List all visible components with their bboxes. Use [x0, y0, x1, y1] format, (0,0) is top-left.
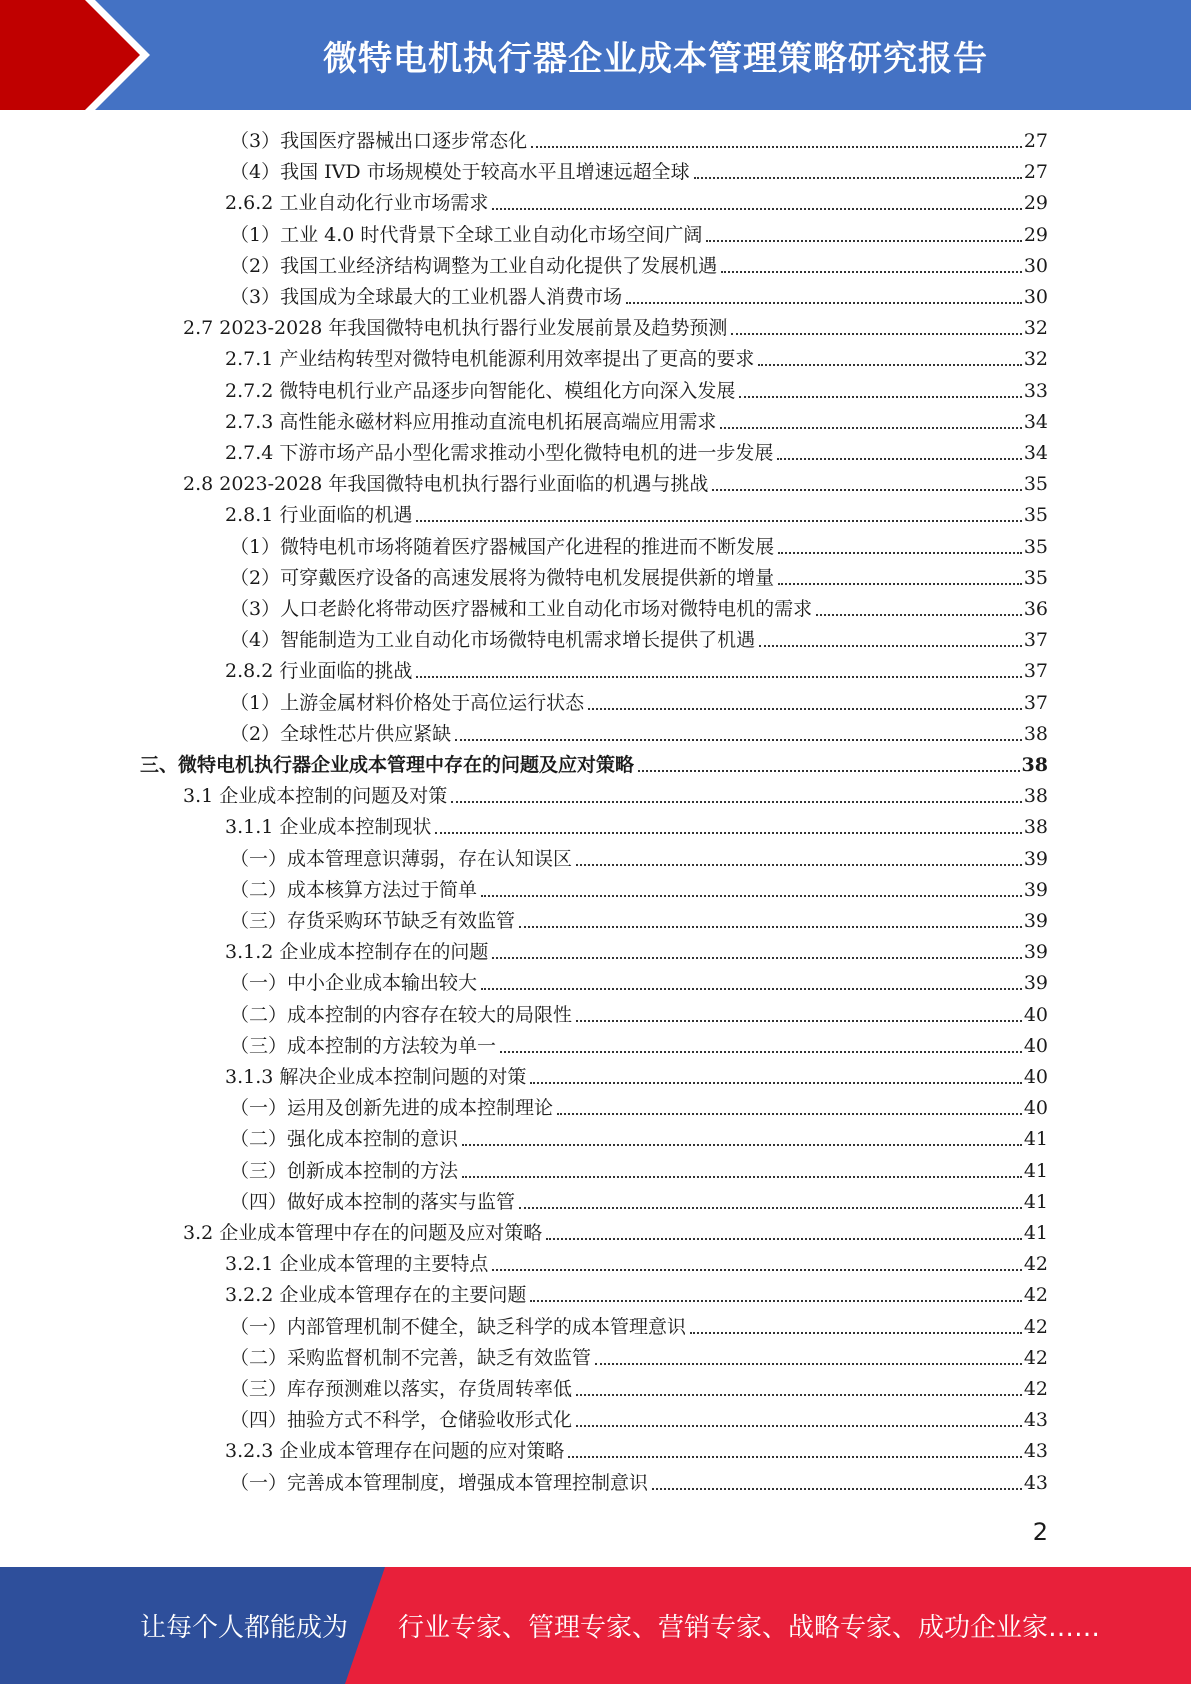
dot-leader: [531, 145, 1022, 148]
page-number: 2: [1032, 1518, 1048, 1546]
toc-entry[interactable]: [230, 283, 1048, 311]
toc-entry-page: 37: [1023, 691, 1048, 714]
toc-entry-page: 37: [1023, 660, 1048, 683]
toc-entry-page: 40: [1023, 1003, 1048, 1026]
toc-entry-page: 34: [1023, 442, 1048, 464]
dot-leader: [626, 301, 1022, 304]
toc-entry-page: 42: [1023, 1315, 1048, 1338]
toc-entry-label: （一）内部管理机制不健全，缺乏科学的成本管理意识: [230, 1315, 687, 1338]
toc-entry-label: 2.8.1 行业面临的机遇: [225, 504, 413, 527]
toc-entry[interactable]: [140, 751, 1048, 779]
toc-entry-page: 29: [1023, 192, 1048, 215]
dot-leader: [492, 207, 1021, 210]
dot-leader: [706, 239, 1021, 242]
toc-entry[interactable]: [230, 1406, 1048, 1434]
toc-entry-label: 2.7 2023-2028 年我国微特电机执行器行业发展前景及趋势预测: [183, 317, 728, 340]
dot-leader: [721, 270, 1022, 273]
toc-entry-page: 32: [1023, 348, 1048, 371]
toc-entry-label: （4）我国 IVD 市场规模处于较高水平且增速远超全球: [230, 161, 690, 184]
toc-entry[interactable]: [225, 439, 1048, 467]
toc-entry[interactable]: [230, 1469, 1048, 1497]
toc-entry-label: （二）成本核算方法过于简单: [230, 878, 478, 901]
toc-entry-label: 2.7.2 微特电机行业产品逐步向智能化、模组化方向深入发展: [225, 379, 736, 402]
toc-entry[interactable]: [225, 1281, 1048, 1309]
toc-entry[interactable]: [225, 377, 1048, 405]
toc-entry[interactable]: [230, 158, 1048, 186]
dot-leader: [694, 176, 1022, 179]
dot-leader: [576, 1424, 1022, 1427]
dot-leader: [758, 363, 1021, 366]
dot-leader: [530, 1081, 1021, 1084]
toc-entry[interactable]: [230, 626, 1048, 654]
toc-entry-label: 三、微特电机执行器企业成本管理中存在的问题及应对策略: [140, 754, 635, 776]
toc-entry-label: （4）智能制造为工业自动化市场微特电机需求增长提供了机遇: [230, 629, 756, 652]
toc-entry-label: （二）强化成本控制的意识: [230, 1128, 459, 1151]
dot-leader: [731, 332, 1021, 335]
toc-entry-page: 30: [1023, 254, 1048, 277]
toc-entry-label: （四）抽验方式不科学，仓储验收形式化: [230, 1409, 573, 1432]
dot-leader: [462, 1143, 1022, 1146]
toc-entry-page: 32: [1023, 317, 1048, 340]
dot-leader: [568, 1455, 1021, 1458]
toc-entry-page: 41: [1023, 1128, 1048, 1151]
toc-entry[interactable]: [225, 501, 1048, 529]
dot-leader: [777, 457, 1021, 460]
toc-entry[interactable]: [230, 720, 1048, 748]
toc-entry-page: 40: [1023, 1066, 1048, 1088]
toc-entry-page: 42: [1023, 1284, 1048, 1307]
toc-entry-label: （二）成本控制的内容存在较大的局限性: [230, 1003, 573, 1026]
dot-leader: [492, 956, 1021, 959]
toc-entry-label: 2.8.2 行业面临的挑战: [225, 660, 413, 683]
dot-leader: [712, 488, 1021, 491]
dot-leader: [546, 1237, 1022, 1240]
toc-entry[interactable]: [230, 876, 1048, 904]
toc-entry-page: 38: [1023, 816, 1048, 839]
toc-entry[interactable]: [225, 657, 1048, 685]
toc-entry[interactable]: [183, 1219, 1048, 1247]
dot-leader: [416, 519, 1021, 522]
toc-entry-label: （3）我国医疗器械出口逐步常态化: [230, 130, 528, 152]
toc-entry-page: 35: [1023, 566, 1048, 589]
toc-entry-page: 38: [1023, 785, 1048, 808]
toc-entry-page: 27: [1023, 130, 1048, 152]
toc-entry-label: 2.8 2023-2028 年我国微特电机执行器行业面临的机遇与挑战: [183, 473, 709, 496]
toc-entry-label: （2）全球性芯片供应紧缺: [230, 722, 452, 745]
toc-entry[interactable]: [230, 689, 1048, 717]
toc-entry-label: 2.7.1 产业结构转型对微特电机能源利用效率提出了更高的要求: [225, 348, 755, 371]
dot-leader: [500, 1050, 1022, 1053]
toc-entry-label: （一）成本管理意识薄弱，存在认知误区: [230, 847, 573, 870]
toc-entry-label: （三）创新成本控制的方法: [230, 1159, 459, 1182]
toc-entry[interactable]: [230, 1157, 1048, 1185]
dot-leader: [588, 707, 1022, 710]
toc-entry-label: （1）微特电机市场将随着医疗器械国产化进程的推进而不断发展: [230, 535, 775, 558]
toc-entry[interactable]: [230, 1094, 1048, 1122]
dot-leader: [557, 1112, 1022, 1115]
toc-entry[interactable]: [183, 470, 1048, 498]
toc-entry[interactable]: [225, 938, 1048, 966]
toc-entry-label: （二）采购监督机制不完善，缺乏有效监管: [230, 1346, 592, 1369]
toc-entry[interactable]: [225, 189, 1048, 217]
toc-entry-page: 27: [1023, 161, 1048, 184]
page-footer: [0, 1567, 1191, 1684]
toc-entry-page: 43: [1023, 1471, 1048, 1494]
toc-entry[interactable]: [230, 127, 1048, 155]
toc-entry-label: 3.1 企业成本控制的问题及对策: [183, 785, 448, 808]
dot-leader: [576, 863, 1022, 866]
toc-entry-page: 41: [1023, 1222, 1048, 1244]
toc-entry-page: 36: [1023, 598, 1048, 620]
toc-entry[interactable]: [230, 221, 1048, 249]
toc-entry[interactable]: [230, 1188, 1048, 1216]
dot-leader: [481, 894, 1022, 897]
toc-entry[interactable]: [230, 252, 1048, 280]
toc-entry-label: （2）可穿戴医疗设备的高速发展将为微特电机发展提供新的增量: [230, 566, 775, 589]
toc-entry-label: 3.1.3 解决企业成本控制问题的对策: [225, 1066, 527, 1088]
dot-leader: [455, 738, 1022, 741]
dot-leader: [519, 1206, 1022, 1209]
toc-entry-page: 38: [1021, 754, 1048, 776]
toc-entry-label: （1）工业 4.0 时代背景下全球工业自动化市场空间广阔: [230, 223, 703, 246]
toc-entry-label: （一）运用及创新先进的成本控制理论: [230, 1097, 554, 1120]
toc-entry-page: 34: [1023, 410, 1048, 433]
toc-entry[interactable]: [230, 533, 1048, 561]
toc-entry-label: 2.6.2 工业自动化行业市场需求: [225, 192, 489, 215]
dot-leader: [519, 925, 1022, 928]
toc-entry-page: 35: [1023, 473, 1048, 496]
toc-entry[interactable]: [183, 782, 1048, 810]
dot-leader: [481, 987, 1022, 990]
dot-leader: [451, 800, 1022, 803]
toc-entry[interactable]: [225, 813, 1048, 841]
dot-leader: [778, 551, 1022, 554]
red-chevron-decoration: [0, 0, 160, 110]
toc-entry-label: 3.1.1 企业成本控制现状: [225, 816, 432, 839]
toc-entry-label: 3.2.1 企业成本管理的主要特点: [225, 1253, 489, 1276]
toc-entry-page: 39: [1023, 878, 1048, 901]
dot-leader: [720, 426, 1021, 429]
toc-entry-page: 29: [1023, 223, 1048, 246]
toc-entry[interactable]: [225, 1437, 1048, 1465]
dot-leader: [652, 1487, 1022, 1490]
toc-entry-label: 3.2.3 企业成本管理存在问题的应对策略: [225, 1440, 565, 1463]
toc-entry[interactable]: [230, 1375, 1048, 1403]
dot-leader: [816, 613, 1022, 616]
toc-entry-page: 40: [1023, 1097, 1048, 1120]
toc-entry-label: 3.2.2 企业成本管理存在的主要问题: [225, 1284, 527, 1307]
toc-entry-label: （三）成本控制的方法较为单一: [230, 1034, 497, 1057]
toc-entry-page: 37: [1023, 629, 1048, 652]
report-title: 微特电机执行器企业成本管理策略研究报告: [323, 38, 988, 79]
toc-entry-label: （三）存货采购环节缺乏有效监管: [230, 910, 516, 932]
toc-entry[interactable]: [230, 845, 1048, 873]
toc-entry[interactable]: [230, 564, 1048, 592]
toc-entry-page: 39: [1023, 972, 1048, 995]
dot-leader: [638, 769, 1020, 772]
toc-entry-page: 38: [1023, 722, 1048, 745]
toc-entry-label: 3.1.2 企业成本控制存在的问题: [225, 941, 489, 964]
toc-entry-label: 2.7.3 高性能永磁材料应用推动直流电机拓展高端应用需求: [225, 410, 717, 433]
dot-leader: [778, 582, 1022, 585]
dot-leader: [435, 831, 1021, 834]
toc-entry-page: 33: [1023, 379, 1048, 402]
toc-entry-label: 2.7.4 下游市场产品小型化需求推动小型化微特电机的进一步发展: [225, 442, 774, 464]
dot-leader: [492, 1268, 1021, 1271]
toc-entry-page: 35: [1023, 535, 1048, 558]
dot-leader: [595, 1362, 1022, 1365]
footer-slogan-left: 让每个人都能成为: [140, 1613, 349, 1643]
toc-entry-page: 42: [1023, 1253, 1048, 1276]
toc-entry-page: 43: [1023, 1409, 1048, 1432]
toc-entry-page: 35: [1023, 504, 1048, 527]
toc-entry[interactable]: [230, 1313, 1048, 1341]
dot-leader: [576, 1019, 1022, 1022]
toc-entry-page: 42: [1023, 1378, 1048, 1400]
toc-entry-page: 39: [1023, 910, 1048, 932]
dot-leader: [462, 1175, 1022, 1178]
toc-entry[interactable]: [225, 1250, 1048, 1278]
toc-entry[interactable]: [225, 408, 1048, 436]
page-header: [0, 0, 1191, 110]
toc-entry-label: （3）我国成为全球最大的工业机器人消费市场: [230, 286, 623, 308]
toc-entry-page: 40: [1023, 1034, 1048, 1057]
toc-entry[interactable]: [230, 1032, 1048, 1060]
toc-entry[interactable]: [183, 314, 1048, 342]
dot-leader: [416, 675, 1021, 678]
toc-entry-page: 41: [1023, 1190, 1048, 1213]
toc-entry-page: 43: [1023, 1440, 1048, 1463]
toc-entry-label: （3）人口老龄化将带动医疗器械和工业自动化市场对微特电机的需求: [230, 598, 813, 620]
toc-entry[interactable]: [230, 595, 1048, 623]
toc-entry-page: 39: [1023, 847, 1048, 870]
toc-entry-label: （一）中小企业成本输出较大: [230, 972, 478, 995]
toc-entry[interactable]: [230, 1125, 1048, 1153]
toc-entry-label: （三）库存预测难以落实，存货周转率低: [230, 1378, 573, 1400]
toc-entry-page: 39: [1023, 941, 1048, 964]
toc-entry-label: （1）上游金属材料价格处于高位运行状态: [230, 691, 585, 714]
dot-leader: [690, 1331, 1022, 1334]
toc-entry[interactable]: [230, 907, 1048, 935]
toc-entry-page: 30: [1023, 286, 1048, 308]
dot-leader: [739, 395, 1021, 398]
toc-entry[interactable]: [230, 1344, 1048, 1372]
footer-slogan-right: 行业专家、管理专家、营销专家、战略专家、成功企业家……: [398, 1613, 1101, 1643]
toc-entry[interactable]: [225, 345, 1048, 373]
toc-entry[interactable]: [230, 969, 1048, 997]
toc-entry[interactable]: [230, 1001, 1048, 1029]
toc-entry-page: 41: [1023, 1159, 1048, 1182]
toc-entry-label: （2）我国工业经济结构调整为工业自动化提供了发展机遇: [230, 254, 718, 277]
toc-entry-page: 42: [1023, 1346, 1048, 1369]
dot-leader: [576, 1393, 1022, 1396]
toc-entry-label: （一）完善成本管理制度，增强成本管理控制意识: [230, 1471, 649, 1494]
toc-entry-label: 3.2 企业成本管理中存在的问题及应对策略: [183, 1222, 543, 1244]
dot-leader: [530, 1299, 1021, 1302]
toc-entry-label: （四）做好成本控制的落实与监管: [230, 1190, 516, 1213]
toc-entry[interactable]: [225, 1063, 1048, 1091]
dot-leader: [759, 644, 1022, 647]
